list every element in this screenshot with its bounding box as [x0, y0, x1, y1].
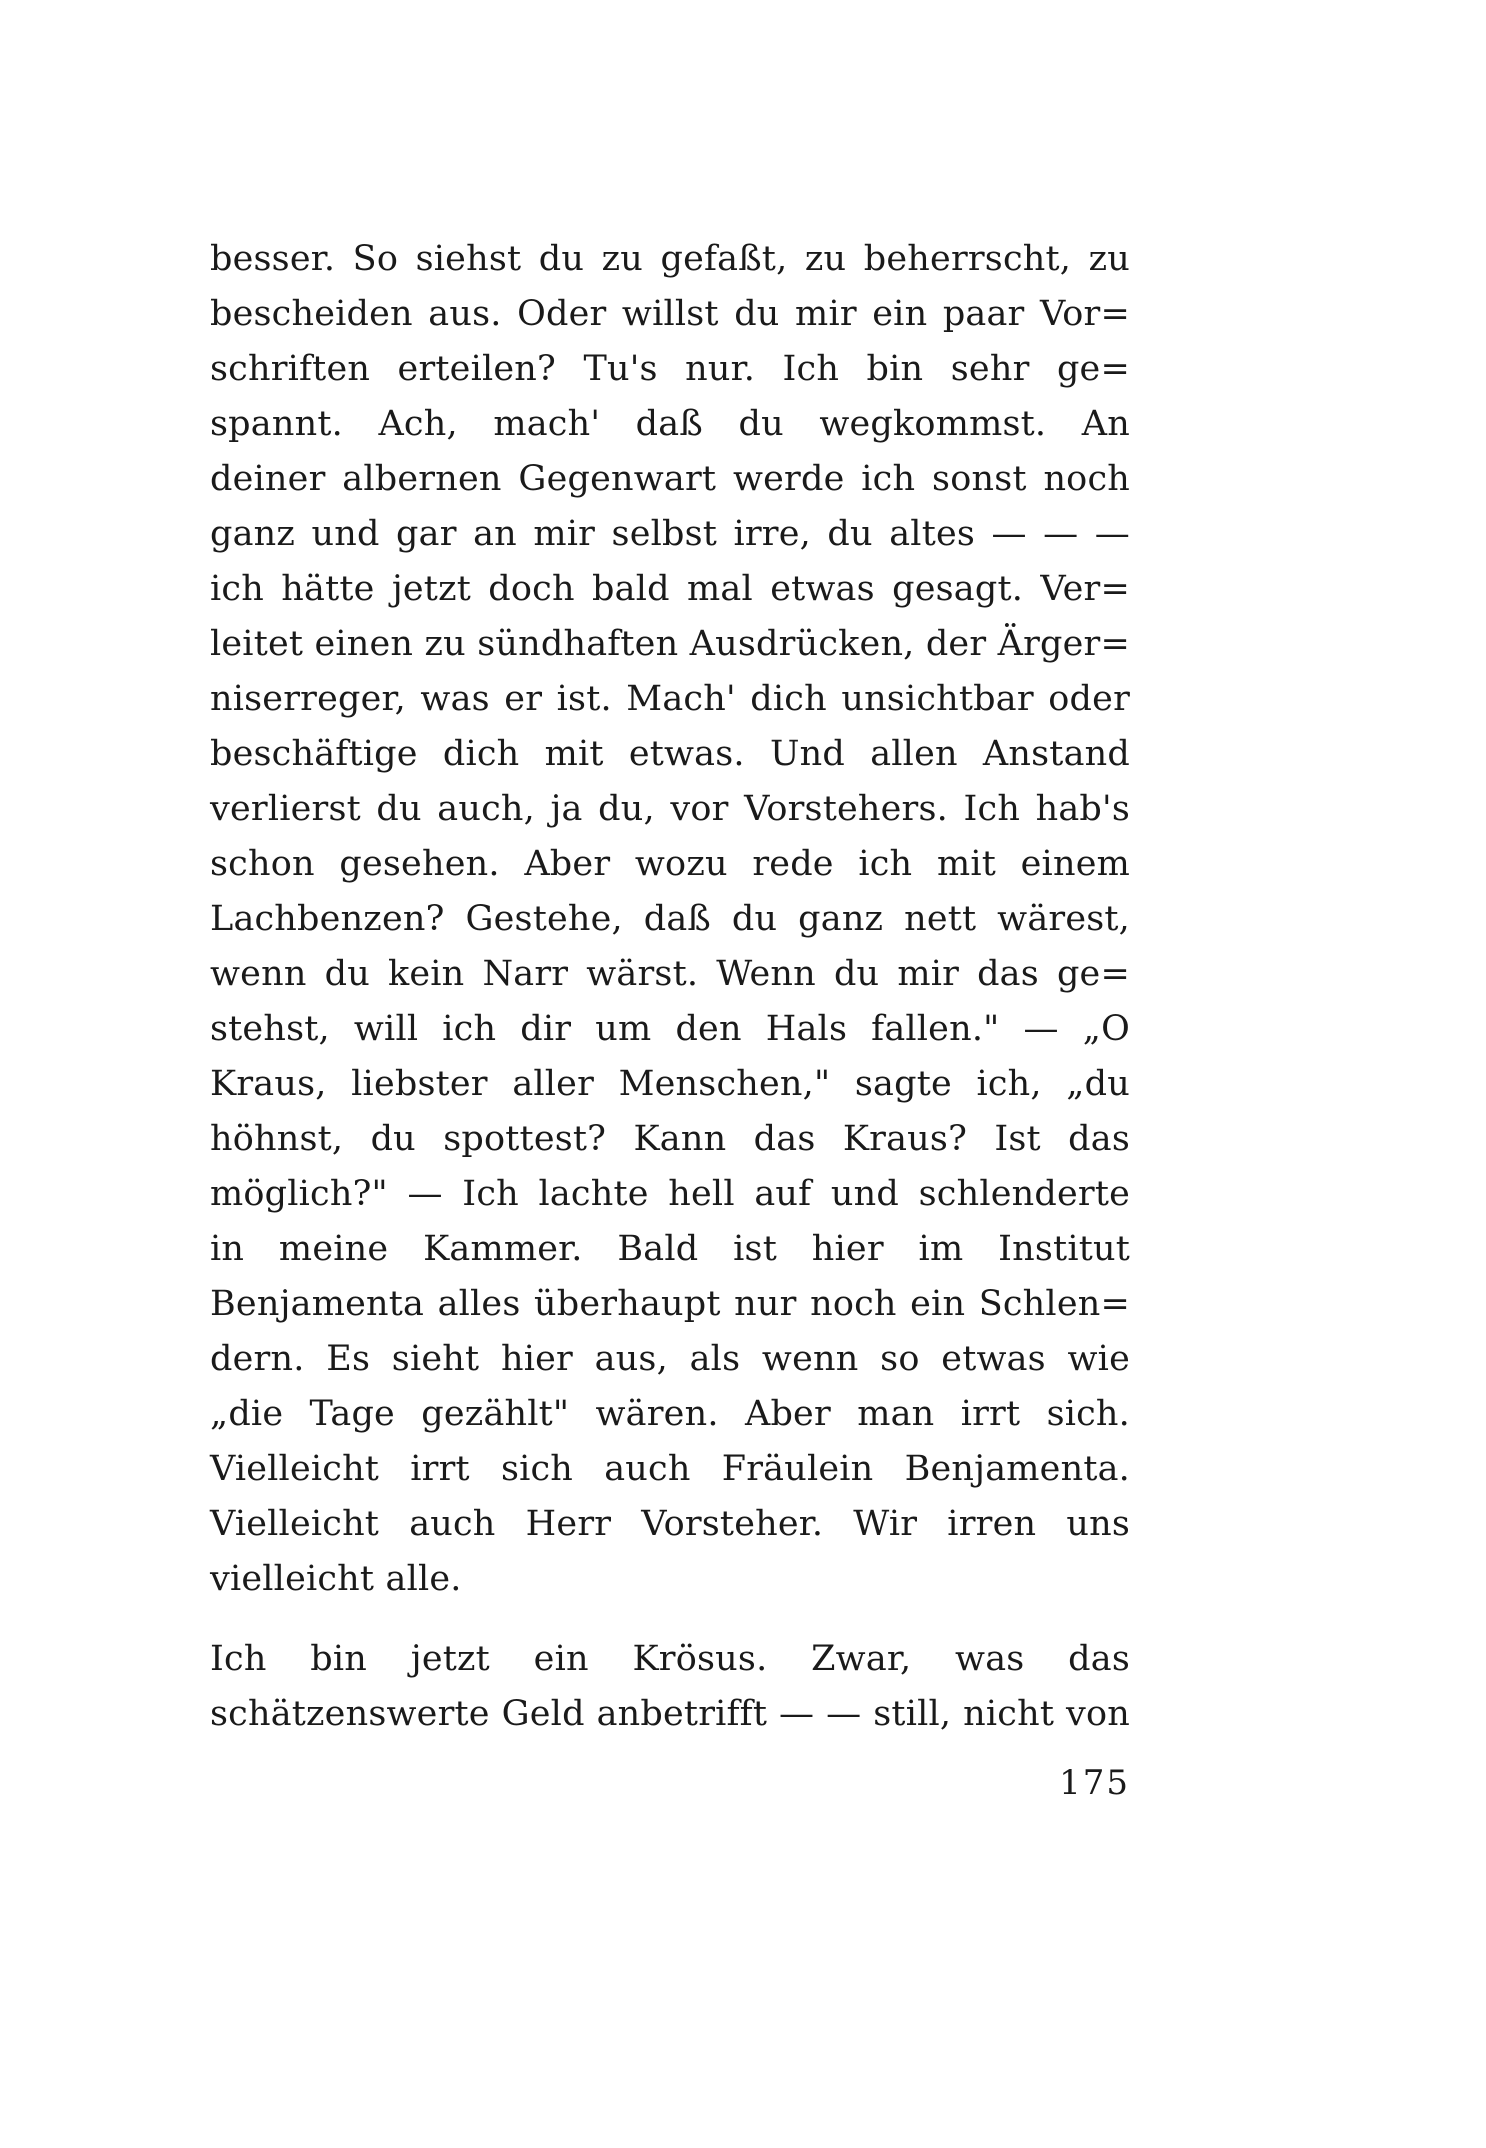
paragraph-1 — [210, 232, 1130, 1607]
text-line: Kraus, liebster aller Menschen," sagte ich, „du — [210, 1064, 1130, 1104]
text-line: vielleicht alle. — [210, 1559, 462, 1599]
text-line: schätzenswerte Geld anbetrifft — — still, nicht von — [210, 1694, 1130, 1734]
text-line: Vielleicht auch Herr Vorsteher. Wir irren uns — [210, 1504, 1130, 1544]
text-line: Vielleicht irrt sich auch Fräulein Benjamenta. — [210, 1449, 1130, 1489]
text-line: verlierst du auch, ja du, vor Vorstehers. Ich hab's — [210, 789, 1130, 829]
page-number: 175 — [1059, 1763, 1130, 1803]
text-line: niserreger, was er ist. Mach' dich unsichtbar oder — [210, 679, 1130, 719]
text-line: ganz und gar an mir selbst irre, du altes — — — — [210, 514, 1130, 554]
text-line: spannt. Ach, mach' daß du wegkommst. An — [210, 404, 1130, 444]
text-line: besser. So siehst du zu gefaßt, zu beherrscht, zu — [210, 239, 1130, 279]
text-line: höhnst, du spottest? Kann das Kraus? Ist das — [210, 1119, 1130, 1159]
text-line: Ich bin jetzt ein Krösus. Zwar, was das — [210, 1639, 1130, 1679]
text-line: „die Tage gezählt" wären. Aber man irrt sich. — [210, 1394, 1130, 1434]
text-line: wenn du kein Narr wärst. Wenn du mir das ge= — [210, 954, 1130, 994]
text-line: leitet einen zu sündhaften Ausdrücken, der Ärger= — [210, 624, 1130, 664]
paragraph-2 — [210, 1632, 1130, 1742]
text-line: schon gesehen. Aber wozu rede ich mit einem — [210, 844, 1130, 884]
text-line: schriften erteilen? Tu's nur. Ich bin sehr ge= — [210, 349, 1130, 389]
text-line: beschäftige dich mit etwas. Und allen Anstand — [210, 734, 1130, 774]
text-line: möglich?" — Ich lachte hell auf und schlenderte — [210, 1174, 1130, 1214]
text-line: stehst, will ich dir um den Hals fallen." — „O — [210, 1009, 1130, 1049]
text-line: dern. Es sieht hier aus, als wenn so etwas wie — [210, 1339, 1130, 1379]
text-line: Benjamenta alles überhaupt nur noch ein Schlen= — [210, 1284, 1130, 1324]
text-line: in meine Kammer. Bald ist hier im Institut — [210, 1229, 1130, 1269]
text-line: ich hätte jetzt doch bald mal etwas gesagt. Ver= — [210, 569, 1130, 609]
text-line: bescheiden aus. Oder willst du mir ein paar Vor= — [210, 294, 1130, 334]
text-line: deiner albernen Gegenwart werde ich sonst noch — [210, 459, 1130, 499]
text-line: Lachbenzen? Gestehe, daß du ganz nett wärest, — [210, 899, 1130, 939]
